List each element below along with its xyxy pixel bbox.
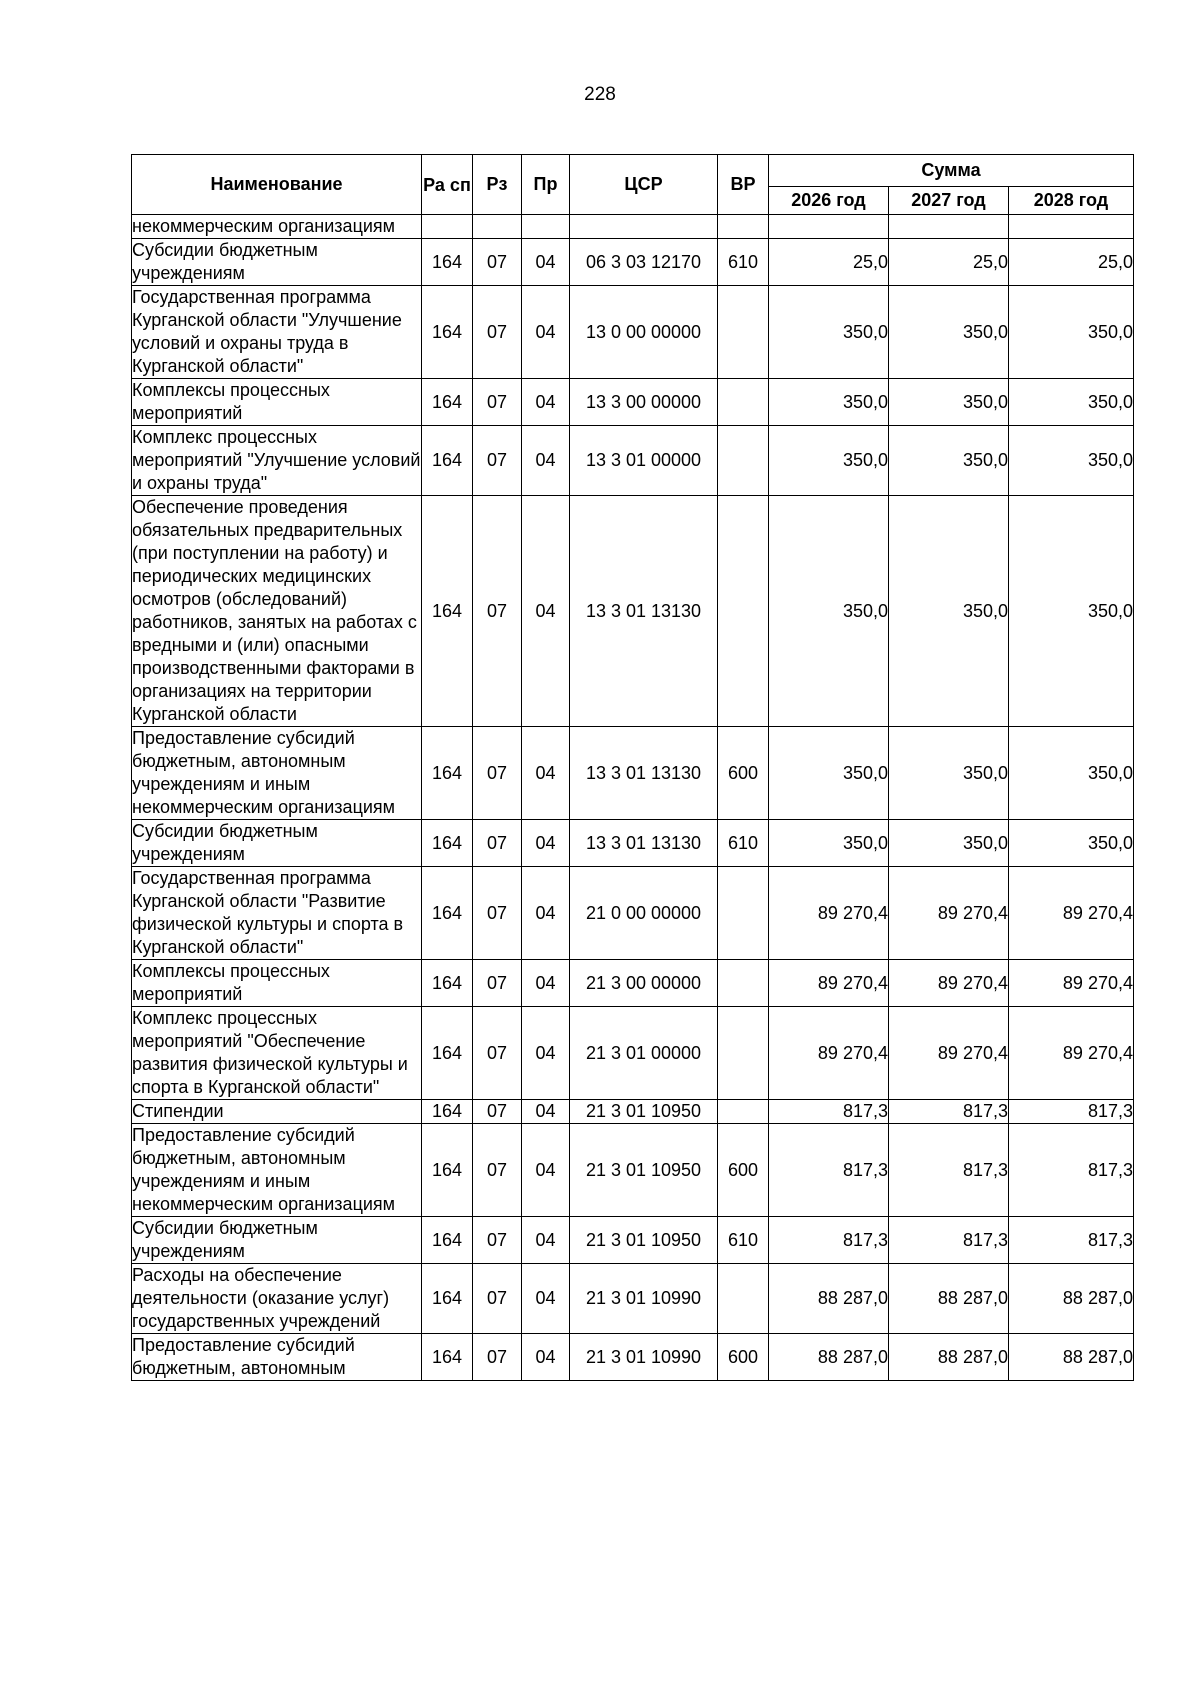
row-value-2028 bbox=[1009, 215, 1134, 239]
header-sum: Сумма bbox=[769, 155, 1134, 187]
row-rz: 07 bbox=[473, 286, 522, 379]
row-name: Субсидии бюджетным учреждениям bbox=[132, 820, 422, 867]
row-value-2028: 350,0 bbox=[1009, 426, 1134, 496]
row-rz: 07 bbox=[473, 1334, 522, 1381]
row-rasp: 164 bbox=[422, 239, 473, 286]
row-vr bbox=[718, 426, 769, 496]
row-rz: 07 bbox=[473, 239, 522, 286]
row-value-2027: 88 287,0 bbox=[889, 1334, 1009, 1381]
row-value-2026: 350,0 bbox=[769, 496, 889, 727]
row-rz: 07 bbox=[473, 379, 522, 426]
row-vr: 610 bbox=[718, 239, 769, 286]
row-value-2028: 89 270,4 bbox=[1009, 1007, 1134, 1100]
row-value-2028: 89 270,4 bbox=[1009, 960, 1134, 1007]
header-pr: Пр bbox=[522, 155, 570, 215]
row-rz: 07 bbox=[473, 727, 522, 820]
row-csr: 13 3 01 13130 bbox=[570, 496, 718, 727]
row-value-2028: 350,0 bbox=[1009, 379, 1134, 426]
row-value-2026: 350,0 bbox=[769, 426, 889, 496]
row-value-2026: 89 270,4 bbox=[769, 1007, 889, 1100]
table-row bbox=[132, 426, 1134, 496]
row-rz: 07 bbox=[473, 1007, 522, 1100]
row-rasp: 164 bbox=[422, 1007, 473, 1100]
row-value-2026: 88 287,0 bbox=[769, 1264, 889, 1334]
row-rasp: 164 bbox=[422, 1124, 473, 1217]
row-vr bbox=[718, 215, 769, 239]
row-name: Комплекс процессных мероприятий "Улучшение условий и охраны труда" bbox=[132, 426, 422, 496]
row-csr: 21 3 01 00000 bbox=[570, 1007, 718, 1100]
table-row bbox=[132, 1264, 1134, 1334]
row-rasp: 164 bbox=[422, 426, 473, 496]
table-row bbox=[132, 215, 1134, 239]
row-csr: 21 3 01 10950 bbox=[570, 1100, 718, 1124]
row-value-2026: 350,0 bbox=[769, 286, 889, 379]
row-value-2027 bbox=[889, 215, 1009, 239]
row-vr bbox=[718, 1264, 769, 1334]
table-row bbox=[132, 1100, 1134, 1124]
table-row bbox=[132, 727, 1134, 820]
header-year-2027: 2027 год bbox=[889, 187, 1009, 215]
row-csr: 21 3 01 10950 bbox=[570, 1124, 718, 1217]
row-rasp: 164 bbox=[422, 1217, 473, 1264]
budget-table bbox=[131, 154, 1134, 1381]
row-vr: 600 bbox=[718, 1124, 769, 1217]
row-pr: 04 bbox=[522, 379, 570, 426]
row-pr: 04 bbox=[522, 960, 570, 1007]
header-year-2026: 2026 год bbox=[769, 187, 889, 215]
row-value-2027: 89 270,4 bbox=[889, 960, 1009, 1007]
row-value-2028: 89 270,4 bbox=[1009, 867, 1134, 960]
row-pr: 04 bbox=[522, 496, 570, 727]
table-row bbox=[132, 1007, 1134, 1100]
row-csr: 13 3 00 00000 bbox=[570, 379, 718, 426]
row-value-2027: 817,3 bbox=[889, 1124, 1009, 1217]
row-value-2026: 25,0 bbox=[769, 239, 889, 286]
row-rasp: 164 bbox=[422, 286, 473, 379]
table-body bbox=[132, 215, 1134, 1381]
row-value-2028: 88 287,0 bbox=[1009, 1264, 1134, 1334]
row-pr: 04 bbox=[522, 239, 570, 286]
row-name: Государственная программа Курганской области "Улучшение условий и охраны труда в Курганской области" bbox=[132, 286, 422, 379]
row-vr bbox=[718, 960, 769, 1007]
row-csr: 21 3 00 00000 bbox=[570, 960, 718, 1007]
row-pr: 04 bbox=[522, 1124, 570, 1217]
row-vr bbox=[718, 286, 769, 379]
row-value-2027: 25,0 bbox=[889, 239, 1009, 286]
row-pr: 04 bbox=[522, 426, 570, 496]
row-rasp: 164 bbox=[422, 379, 473, 426]
row-rasp: 164 bbox=[422, 1100, 473, 1124]
header-year-2028: 2028 год bbox=[1009, 187, 1134, 215]
row-name: Расходы на обеспечение деятельности (оказание услуг) государственных учреждений bbox=[132, 1264, 422, 1334]
row-pr: 04 bbox=[522, 1100, 570, 1124]
row-pr: 04 bbox=[522, 820, 570, 867]
row-name: Комплексы процессных мероприятий bbox=[132, 379, 422, 426]
row-name: некоммерческим организациям bbox=[132, 215, 422, 239]
row-pr bbox=[522, 215, 570, 239]
row-csr: 21 3 01 10990 bbox=[570, 1264, 718, 1334]
row-pr: 04 bbox=[522, 1264, 570, 1334]
row-value-2026: 350,0 bbox=[769, 727, 889, 820]
row-value-2027: 350,0 bbox=[889, 727, 1009, 820]
row-csr: 21 0 00 00000 bbox=[570, 867, 718, 960]
table-row bbox=[132, 496, 1134, 727]
header-vr: ВР bbox=[718, 155, 769, 215]
row-rz: 07 bbox=[473, 960, 522, 1007]
row-csr: 13 0 00 00000 bbox=[570, 286, 718, 379]
row-csr: 21 3 01 10950 bbox=[570, 1217, 718, 1264]
row-rz: 07 bbox=[473, 496, 522, 727]
row-rasp: 164 bbox=[422, 867, 473, 960]
table-row bbox=[132, 867, 1134, 960]
table-row bbox=[132, 1217, 1134, 1264]
row-rz: 07 bbox=[473, 1124, 522, 1217]
row-csr: 06 3 03 12170 bbox=[570, 239, 718, 286]
row-rz: 07 bbox=[473, 426, 522, 496]
row-name: Обеспечение проведения обязательных предварительных (при поступлении на работу) и периодических медицинских осмотров (обследований) работников, занятых на работах с вредными и (или) опасными производственными факторами в организациях на территории Курганской области bbox=[132, 496, 422, 727]
row-value-2027: 350,0 bbox=[889, 379, 1009, 426]
row-pr: 04 bbox=[522, 1334, 570, 1381]
row-value-2027: 817,3 bbox=[889, 1217, 1009, 1264]
row-csr: 13 3 01 13130 bbox=[570, 727, 718, 820]
row-rz bbox=[473, 215, 522, 239]
row-pr: 04 bbox=[522, 1217, 570, 1264]
row-value-2028: 88 287,0 bbox=[1009, 1334, 1134, 1381]
row-value-2028: 817,3 bbox=[1009, 1124, 1134, 1217]
row-value-2028: 350,0 bbox=[1009, 727, 1134, 820]
header-rz: Рз bbox=[473, 155, 522, 215]
row-value-2028: 350,0 bbox=[1009, 286, 1134, 379]
row-rz: 07 bbox=[473, 820, 522, 867]
row-vr: 610 bbox=[718, 820, 769, 867]
row-value-2026: 817,3 bbox=[769, 1124, 889, 1217]
table-row bbox=[132, 1334, 1134, 1381]
row-rz: 07 bbox=[473, 867, 522, 960]
row-value-2027: 350,0 bbox=[889, 820, 1009, 867]
row-name: Государственная программа Курганской области "Развитие физической культуры и спорта в Курганской области" bbox=[132, 867, 422, 960]
row-value-2027: 88 287,0 bbox=[889, 1264, 1009, 1334]
row-rasp: 164 bbox=[422, 727, 473, 820]
row-rasp: 164 bbox=[422, 960, 473, 1007]
row-name: Предоставление субсидий бюджетным, автономным учреждениям и иным некоммерческим организациям bbox=[132, 727, 422, 820]
table-row bbox=[132, 239, 1134, 286]
row-value-2028: 817,3 bbox=[1009, 1217, 1134, 1264]
row-vr bbox=[718, 379, 769, 426]
table-row bbox=[132, 379, 1134, 426]
row-vr: 600 bbox=[718, 727, 769, 820]
row-value-2027: 350,0 bbox=[889, 496, 1009, 727]
row-rasp bbox=[422, 215, 473, 239]
row-pr: 04 bbox=[522, 727, 570, 820]
row-value-2026: 350,0 bbox=[769, 379, 889, 426]
row-vr: 600 bbox=[718, 1334, 769, 1381]
row-pr: 04 bbox=[522, 1007, 570, 1100]
row-rz: 07 bbox=[473, 1217, 522, 1264]
row-vr bbox=[718, 496, 769, 727]
row-vr bbox=[718, 1100, 769, 1124]
row-value-2028: 350,0 bbox=[1009, 820, 1134, 867]
row-value-2027: 350,0 bbox=[889, 426, 1009, 496]
table-row bbox=[132, 960, 1134, 1007]
row-value-2026 bbox=[769, 215, 889, 239]
table-row bbox=[132, 1124, 1134, 1217]
row-csr: 21 3 01 10990 bbox=[570, 1334, 718, 1381]
row-value-2026: 88 287,0 bbox=[769, 1334, 889, 1381]
header-csr: ЦСР bbox=[570, 155, 718, 215]
table-row bbox=[132, 820, 1134, 867]
table-row bbox=[132, 286, 1134, 379]
table-header bbox=[132, 155, 1134, 215]
row-value-2026: 350,0 bbox=[769, 820, 889, 867]
page-number: 228 bbox=[584, 84, 616, 105]
row-name: Стипендии bbox=[132, 1100, 422, 1124]
row-name: Комплексы процессных мероприятий bbox=[132, 960, 422, 1007]
row-name: Субсидии бюджетным учреждениям bbox=[132, 1217, 422, 1264]
row-value-2026: 817,3 bbox=[769, 1217, 889, 1264]
row-value-2026: 89 270,4 bbox=[769, 960, 889, 1007]
row-vr: 610 bbox=[718, 1217, 769, 1264]
row-rasp: 164 bbox=[422, 820, 473, 867]
row-name: Комплекс процессных мероприятий "Обеспечение развития физической культуры и спорта в Курганской области" bbox=[132, 1007, 422, 1100]
row-rz: 07 bbox=[473, 1100, 522, 1124]
row-csr: 13 3 01 00000 bbox=[570, 426, 718, 496]
row-value-2027: 350,0 bbox=[889, 286, 1009, 379]
row-rasp: 164 bbox=[422, 1334, 473, 1381]
row-csr: 13 3 01 13130 bbox=[570, 820, 718, 867]
row-pr: 04 bbox=[522, 286, 570, 379]
row-value-2027: 89 270,4 bbox=[889, 867, 1009, 960]
header-name: Наименование bbox=[132, 155, 422, 215]
row-value-2028: 350,0 bbox=[1009, 496, 1134, 727]
row-name: Субсидии бюджетным учреждениям bbox=[132, 239, 422, 286]
row-value-2026: 817,3 bbox=[769, 1100, 889, 1124]
row-vr bbox=[718, 1007, 769, 1100]
row-value-2028: 25,0 bbox=[1009, 239, 1134, 286]
row-name: Предоставление субсидий бюджетным, автономным учреждениям и иным некоммерческим организациям bbox=[132, 1124, 422, 1217]
row-pr: 04 bbox=[522, 867, 570, 960]
row-rasp: 164 bbox=[422, 1264, 473, 1334]
row-value-2027: 89 270,4 bbox=[889, 1007, 1009, 1100]
row-rz: 07 bbox=[473, 1264, 522, 1334]
row-rasp: 164 bbox=[422, 496, 473, 727]
header-rasp: Ра сп bbox=[422, 155, 473, 215]
row-value-2026: 89 270,4 bbox=[769, 867, 889, 960]
row-name: Предоставление субсидий бюджетным, автономным bbox=[132, 1334, 422, 1381]
row-csr bbox=[570, 215, 718, 239]
row-value-2028: 817,3 bbox=[1009, 1100, 1134, 1124]
row-vr bbox=[718, 867, 769, 960]
row-value-2027: 817,3 bbox=[889, 1100, 1009, 1124]
